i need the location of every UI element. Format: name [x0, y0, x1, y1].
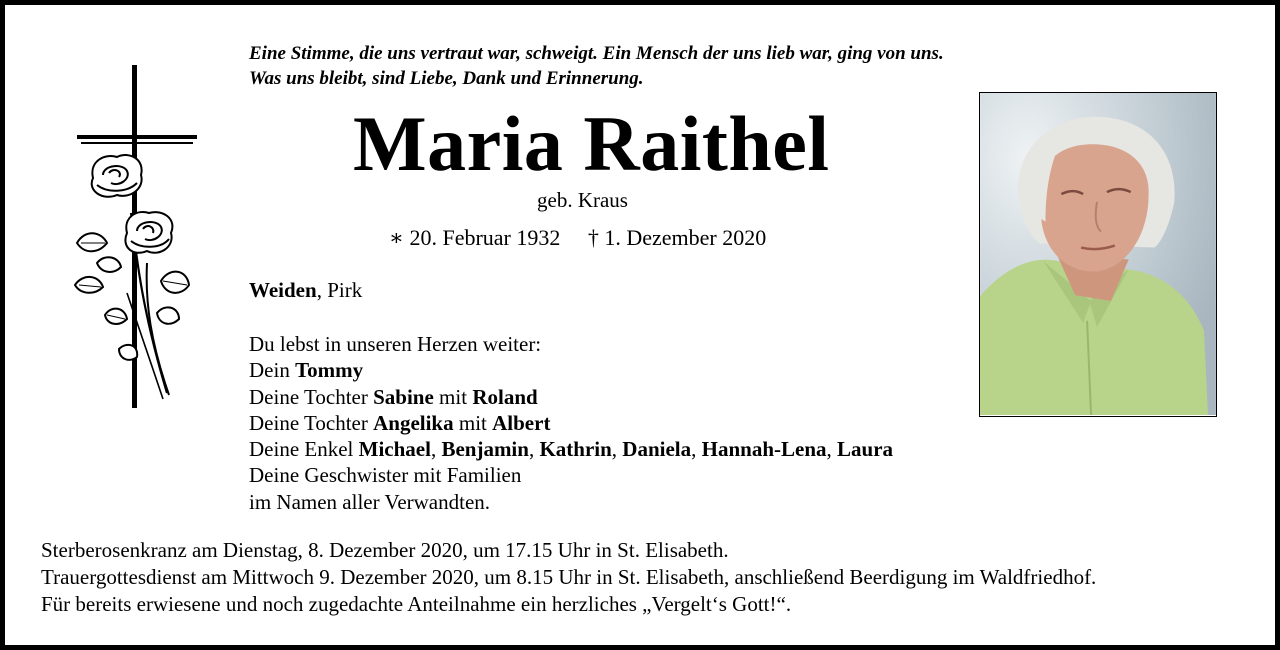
mourner-line [249, 410, 893, 436]
portrait-illustration [980, 93, 1216, 415]
relation: Deine Tochter [249, 384, 374, 409]
mourner-name: Tommy [295, 358, 364, 383]
birth-star-icon: ∗ [389, 225, 404, 250]
mourner-line [249, 384, 893, 410]
mourner-line: Deine Geschwister mit Familien [249, 463, 522, 488]
grandchild-name: Benjamin [441, 437, 529, 462]
separator: , [430, 437, 442, 462]
grandchild-name: Hannah-Lena [701, 437, 827, 462]
separator: , [528, 437, 540, 462]
cross-with-roses-icon [71, 63, 205, 413]
birth-name: geb. Kraus [537, 188, 628, 212]
memorial-quote [249, 41, 944, 91]
mourner-line: im Namen aller Verwandten. [249, 489, 491, 514]
separator: , [611, 437, 623, 462]
birth-date: 20. Februar 1932 [409, 225, 561, 250]
grandchild-name: Kathrin [539, 437, 612, 462]
life-dates [389, 224, 766, 252]
place-separator: , [316, 278, 328, 302]
quote-line-2: Was uns bleibt, sind Liebe, Dank und Erinnerung. [249, 68, 644, 89]
quote-line-1: Eine Stimme, die uns vertraut war, schweigt. Ein Mensch der uns lieb war, ging von uns. [249, 43, 944, 64]
separator: , [691, 437, 702, 462]
relation: Deine Enkel [249, 437, 359, 462]
mourner-line [249, 357, 893, 383]
relation: Deine Tochter [249, 410, 374, 435]
separator: , [826, 437, 838, 462]
grandchild-name: Daniela [622, 437, 692, 462]
town: Weiden [249, 278, 317, 302]
grandchild-name: Michael [358, 437, 431, 462]
mourner-name: Angelika [373, 410, 454, 435]
mourner-line [249, 436, 893, 462]
connector: mit [453, 410, 493, 435]
connector: mit [433, 384, 473, 409]
death-date: 1. Dezember 2020 [604, 225, 767, 250]
district: Pirk [327, 278, 363, 302]
mourners-list [249, 331, 893, 515]
mourner-name: Roland [472, 384, 538, 409]
funeral-info: Trauergottesdienst am Mittwoch 9. Dezember 2020, um 8.15 Uhr in St. Elisabeth, anschließend Beerdigung im Waldfriedhof. [41, 565, 1097, 589]
deceased-name: Maria Raithel [353, 100, 830, 187]
mourners-intro: Du lebst in unseren Herzen weiter: [249, 332, 542, 356]
service-info [41, 537, 1096, 618]
mourner-name: Sabine [373, 384, 434, 409]
thanks-note: Für bereits erwiesene und noch zugedachte Anteilnahme ein herzliches „Vergelt‘s Gott!“. [41, 592, 792, 616]
grandchild-name: Laura [837, 437, 894, 462]
portrait-photo [979, 92, 1217, 417]
mourner-name: Albert [492, 410, 551, 435]
residence [249, 276, 362, 304]
rosary-info: Sterberosenkranz am Dienstag, 8. Dezember 2020, um 17.15 Uhr in St. Elisabeth. [41, 538, 729, 562]
death-cross-icon: † [587, 225, 599, 250]
relation: Dein [249, 358, 296, 383]
